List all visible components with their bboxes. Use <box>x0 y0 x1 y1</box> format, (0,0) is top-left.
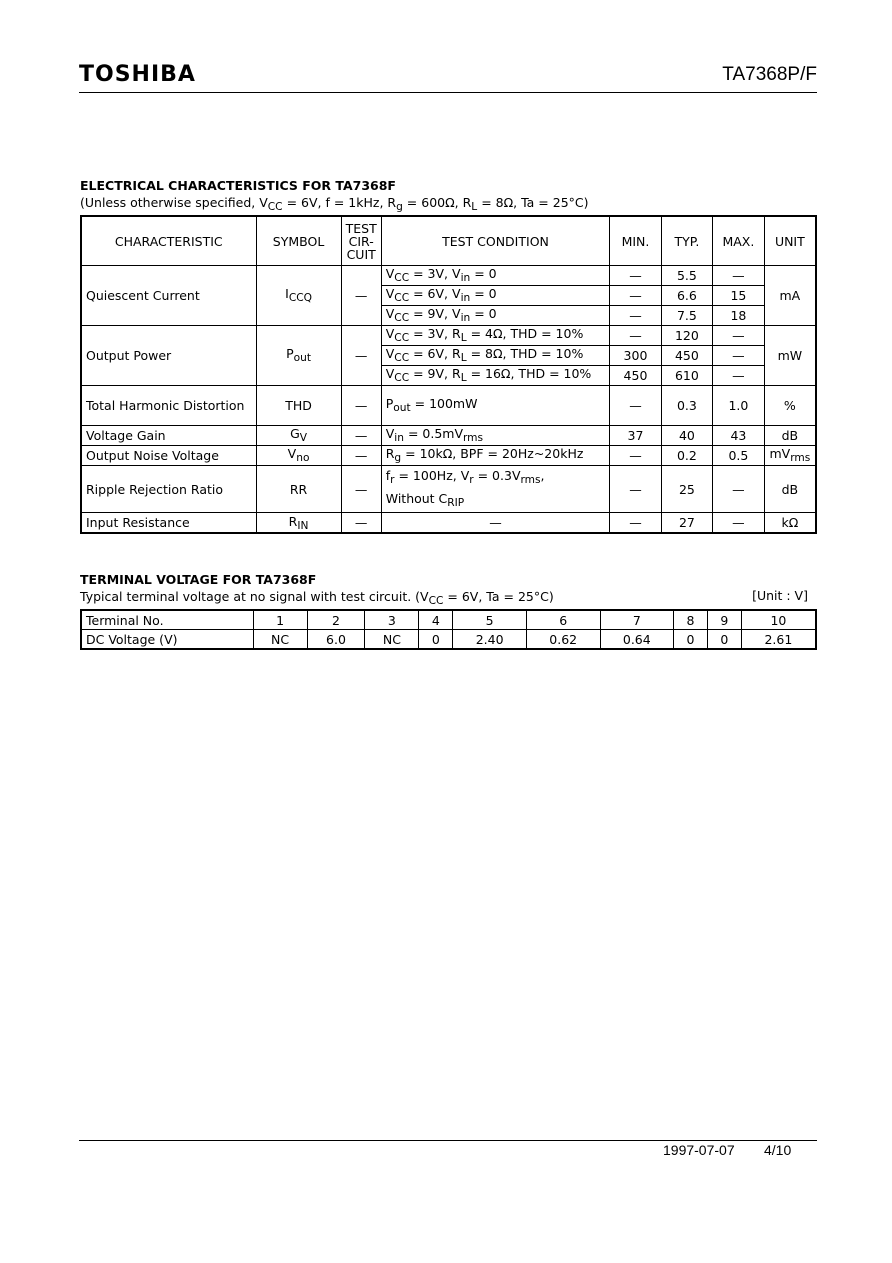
row-min: — <box>610 326 661 346</box>
row-circuit: — <box>341 466 381 513</box>
terminal-number: 4 <box>419 610 453 630</box>
terminal-number: 6 <box>526 610 600 630</box>
row-typ: 25 <box>661 466 712 513</box>
electrical-title: ELECTRICAL CHARACTERISTICS FOR TA7368F <box>80 178 396 193</box>
terminal-subtitle: Typical terminal voltage at no signal with test circuit. ($V_{CC} = 6V$, Ta = 25°C) <box>80 589 554 608</box>
row-typ: 6.6 <box>661 286 712 306</box>
row-typ: 7.5 <box>661 306 712 326</box>
row-name: Input Resistance <box>81 513 256 534</box>
row-name: Output Power <box>81 326 256 386</box>
row-max: 43 <box>713 426 765 446</box>
row-circuit: — <box>341 326 381 386</box>
dc-voltage-row <box>81 630 816 650</box>
row-min: — <box>610 386 661 426</box>
terminal-voltage-table <box>80 609 817 650</box>
terminal-number: 5 <box>453 610 527 630</box>
row-condition: $V_{CC} = 9V$, $V_{in} = 0$ <box>381 306 610 326</box>
row-unit: dB <box>764 426 816 446</box>
row-max: — <box>713 266 765 286</box>
table-header-row <box>81 216 816 266</box>
col-circuit: TEST CIR- CUIT <box>341 216 381 266</box>
terminal-title: TERMINAL VOLTAGE FOR TA7368F <box>80 572 317 587</box>
dc-voltage-label: DC Voltage (V) <box>81 630 253 650</box>
row-name: Voltage Gain <box>81 426 256 446</box>
row-circuit: — <box>341 513 381 534</box>
row-circuit: — <box>341 266 381 326</box>
footer-date: 1997-07-07 <box>663 1142 735 1158</box>
dc-voltage: 0.62 <box>526 630 600 650</box>
dc-voltage: 0 <box>707 630 741 650</box>
row-name: Output Noise Voltage <box>81 446 256 466</box>
row-condition: $f_r = 100Hz$, $V_r = 0.3V_{rms}$, Without $C_{RIP}$ <box>381 466 610 513</box>
row-symbol: $V_{no}$ <box>256 446 341 466</box>
row-min: — <box>610 513 661 534</box>
terminal-number: 10 <box>741 610 816 630</box>
row-unit: mA <box>764 266 816 326</box>
dc-voltage: 0 <box>674 630 708 650</box>
row-symbol: $G_V$ <box>256 426 341 446</box>
row-typ: 610 <box>661 366 712 386</box>
row-max: — <box>713 466 765 513</box>
row-max: 1.0 <box>713 386 765 426</box>
row-unit: $mV_{rms}$ <box>764 446 816 466</box>
row-condition: $V_{CC} = 6V$, $V_{in} = 0$ <box>381 286 610 306</box>
col-typ: TYP. <box>661 216 712 266</box>
col-max: MAX. <box>713 216 765 266</box>
terminal-number: 9 <box>707 610 741 630</box>
row-min: 37 <box>610 426 661 446</box>
row-name: Quiescent Current <box>81 266 256 326</box>
row-symbol: RR <box>256 466 341 513</box>
col-condition: TEST CONDITION <box>381 216 610 266</box>
dc-voltage: NC <box>253 630 307 650</box>
terminal-number-row <box>81 610 816 630</box>
dc-voltage: 0.64 <box>600 630 674 650</box>
row-max: 0.5 <box>713 446 765 466</box>
table-row <box>81 426 816 446</box>
row-max: 15 <box>713 286 765 306</box>
row-unit: % <box>764 386 816 426</box>
row-typ: 5.5 <box>661 266 712 286</box>
part-number: TA7368P/F <box>722 64 817 85</box>
row-unit: mW <box>764 326 816 386</box>
row-symbol: $I_{CCQ}$ <box>256 266 341 326</box>
row-condition: $V_{CC} = 6V$, $R_L = 8\Omega$, THD = 10% <box>381 346 610 366</box>
col-symbol: SYMBOL <box>256 216 341 266</box>
row-symbol: $R_{IN}$ <box>256 513 341 534</box>
terminal-number: 2 <box>307 610 365 630</box>
row-max: — <box>713 346 765 366</box>
terminal-number: 7 <box>600 610 674 630</box>
row-symbol: THD <box>256 386 341 426</box>
terminal-number: 3 <box>365 610 419 630</box>
row-circuit: — <box>341 446 381 466</box>
row-condition: $V_{CC} = 3V$, $R_L = 4\Omega$, THD = 10% <box>381 326 610 346</box>
row-min: — <box>610 306 661 326</box>
row-condition: $V_{in} = 0.5mV_{rms}$ <box>381 426 610 446</box>
row-min: 300 <box>610 346 661 366</box>
row-condition: $V_{CC} = 3V$, $V_{in} = 0$ <box>381 266 610 286</box>
row-typ: 120 <box>661 326 712 346</box>
table-row <box>81 326 816 346</box>
row-symbol: $P_{out}$ <box>256 326 341 386</box>
row-typ: 40 <box>661 426 712 446</box>
row-name: Total Harmonic Distortion <box>81 386 256 426</box>
col-characteristic: CHARACTERISTIC <box>81 216 256 266</box>
row-name: Ripple Rejection Ratio <box>81 466 256 513</box>
row-typ: 450 <box>661 346 712 366</box>
row-circuit: — <box>341 426 381 446</box>
dc-voltage: 2.40 <box>453 630 527 650</box>
row-typ: 0.2 <box>661 446 712 466</box>
table-row <box>81 513 816 534</box>
row-max: — <box>713 513 765 534</box>
row-condition: $V_{CC} = 9V$, $R_L = 16\Omega$, THD = 10% <box>381 366 610 386</box>
row-max: — <box>713 326 765 346</box>
toshiba-logo: TOSHIBA <box>79 62 196 87</box>
row-condition: $P_{out} = 100mW$ <box>381 386 610 426</box>
dc-voltage: 0 <box>419 630 453 650</box>
row-typ: 27 <box>661 513 712 534</box>
electrical-conditions: (Unless otherwise specified, $V_{CC} = 6V$, f = 1kHz, $R_g = 600\Omega$, $R_L = 8\Omega$, Ta = 25°C) <box>80 195 589 214</box>
row-min: 450 <box>610 366 661 386</box>
dc-voltage: 2.61 <box>741 630 816 650</box>
row-max: 18 <box>713 306 765 326</box>
table-row <box>81 466 816 513</box>
row-min: — <box>610 466 661 513</box>
unit-note: [Unit : V] <box>752 588 808 603</box>
row-min: — <box>610 286 661 306</box>
col-min: MIN. <box>610 216 661 266</box>
page-header <box>79 62 817 93</box>
row-circuit: — <box>341 386 381 426</box>
row-typ: 0.3 <box>661 386 712 426</box>
row-unit: kΩ <box>764 513 816 534</box>
row-min: — <box>610 446 661 466</box>
dc-voltage: NC <box>365 630 419 650</box>
table-row <box>81 446 816 466</box>
row-unit: dB <box>764 466 816 513</box>
footer-page-number: 4/10 <box>764 1142 792 1158</box>
footer-divider <box>79 1140 817 1141</box>
col-unit: UNIT <box>764 216 816 266</box>
table-row <box>81 266 816 286</box>
table-row <box>81 386 816 426</box>
row-condition: — <box>381 513 610 534</box>
terminal-number-label: Terminal No. <box>81 610 253 630</box>
electrical-characteristics-table <box>80 215 817 534</box>
terminal-number: 1 <box>253 610 307 630</box>
dc-voltage: 6.0 <box>307 630 365 650</box>
terminal-number: 8 <box>674 610 708 630</box>
row-max: — <box>713 366 765 386</box>
row-min: — <box>610 266 661 286</box>
row-condition: $R_g = 10k\Omega$, BPF = 20Hz~20kHz <box>381 446 610 466</box>
